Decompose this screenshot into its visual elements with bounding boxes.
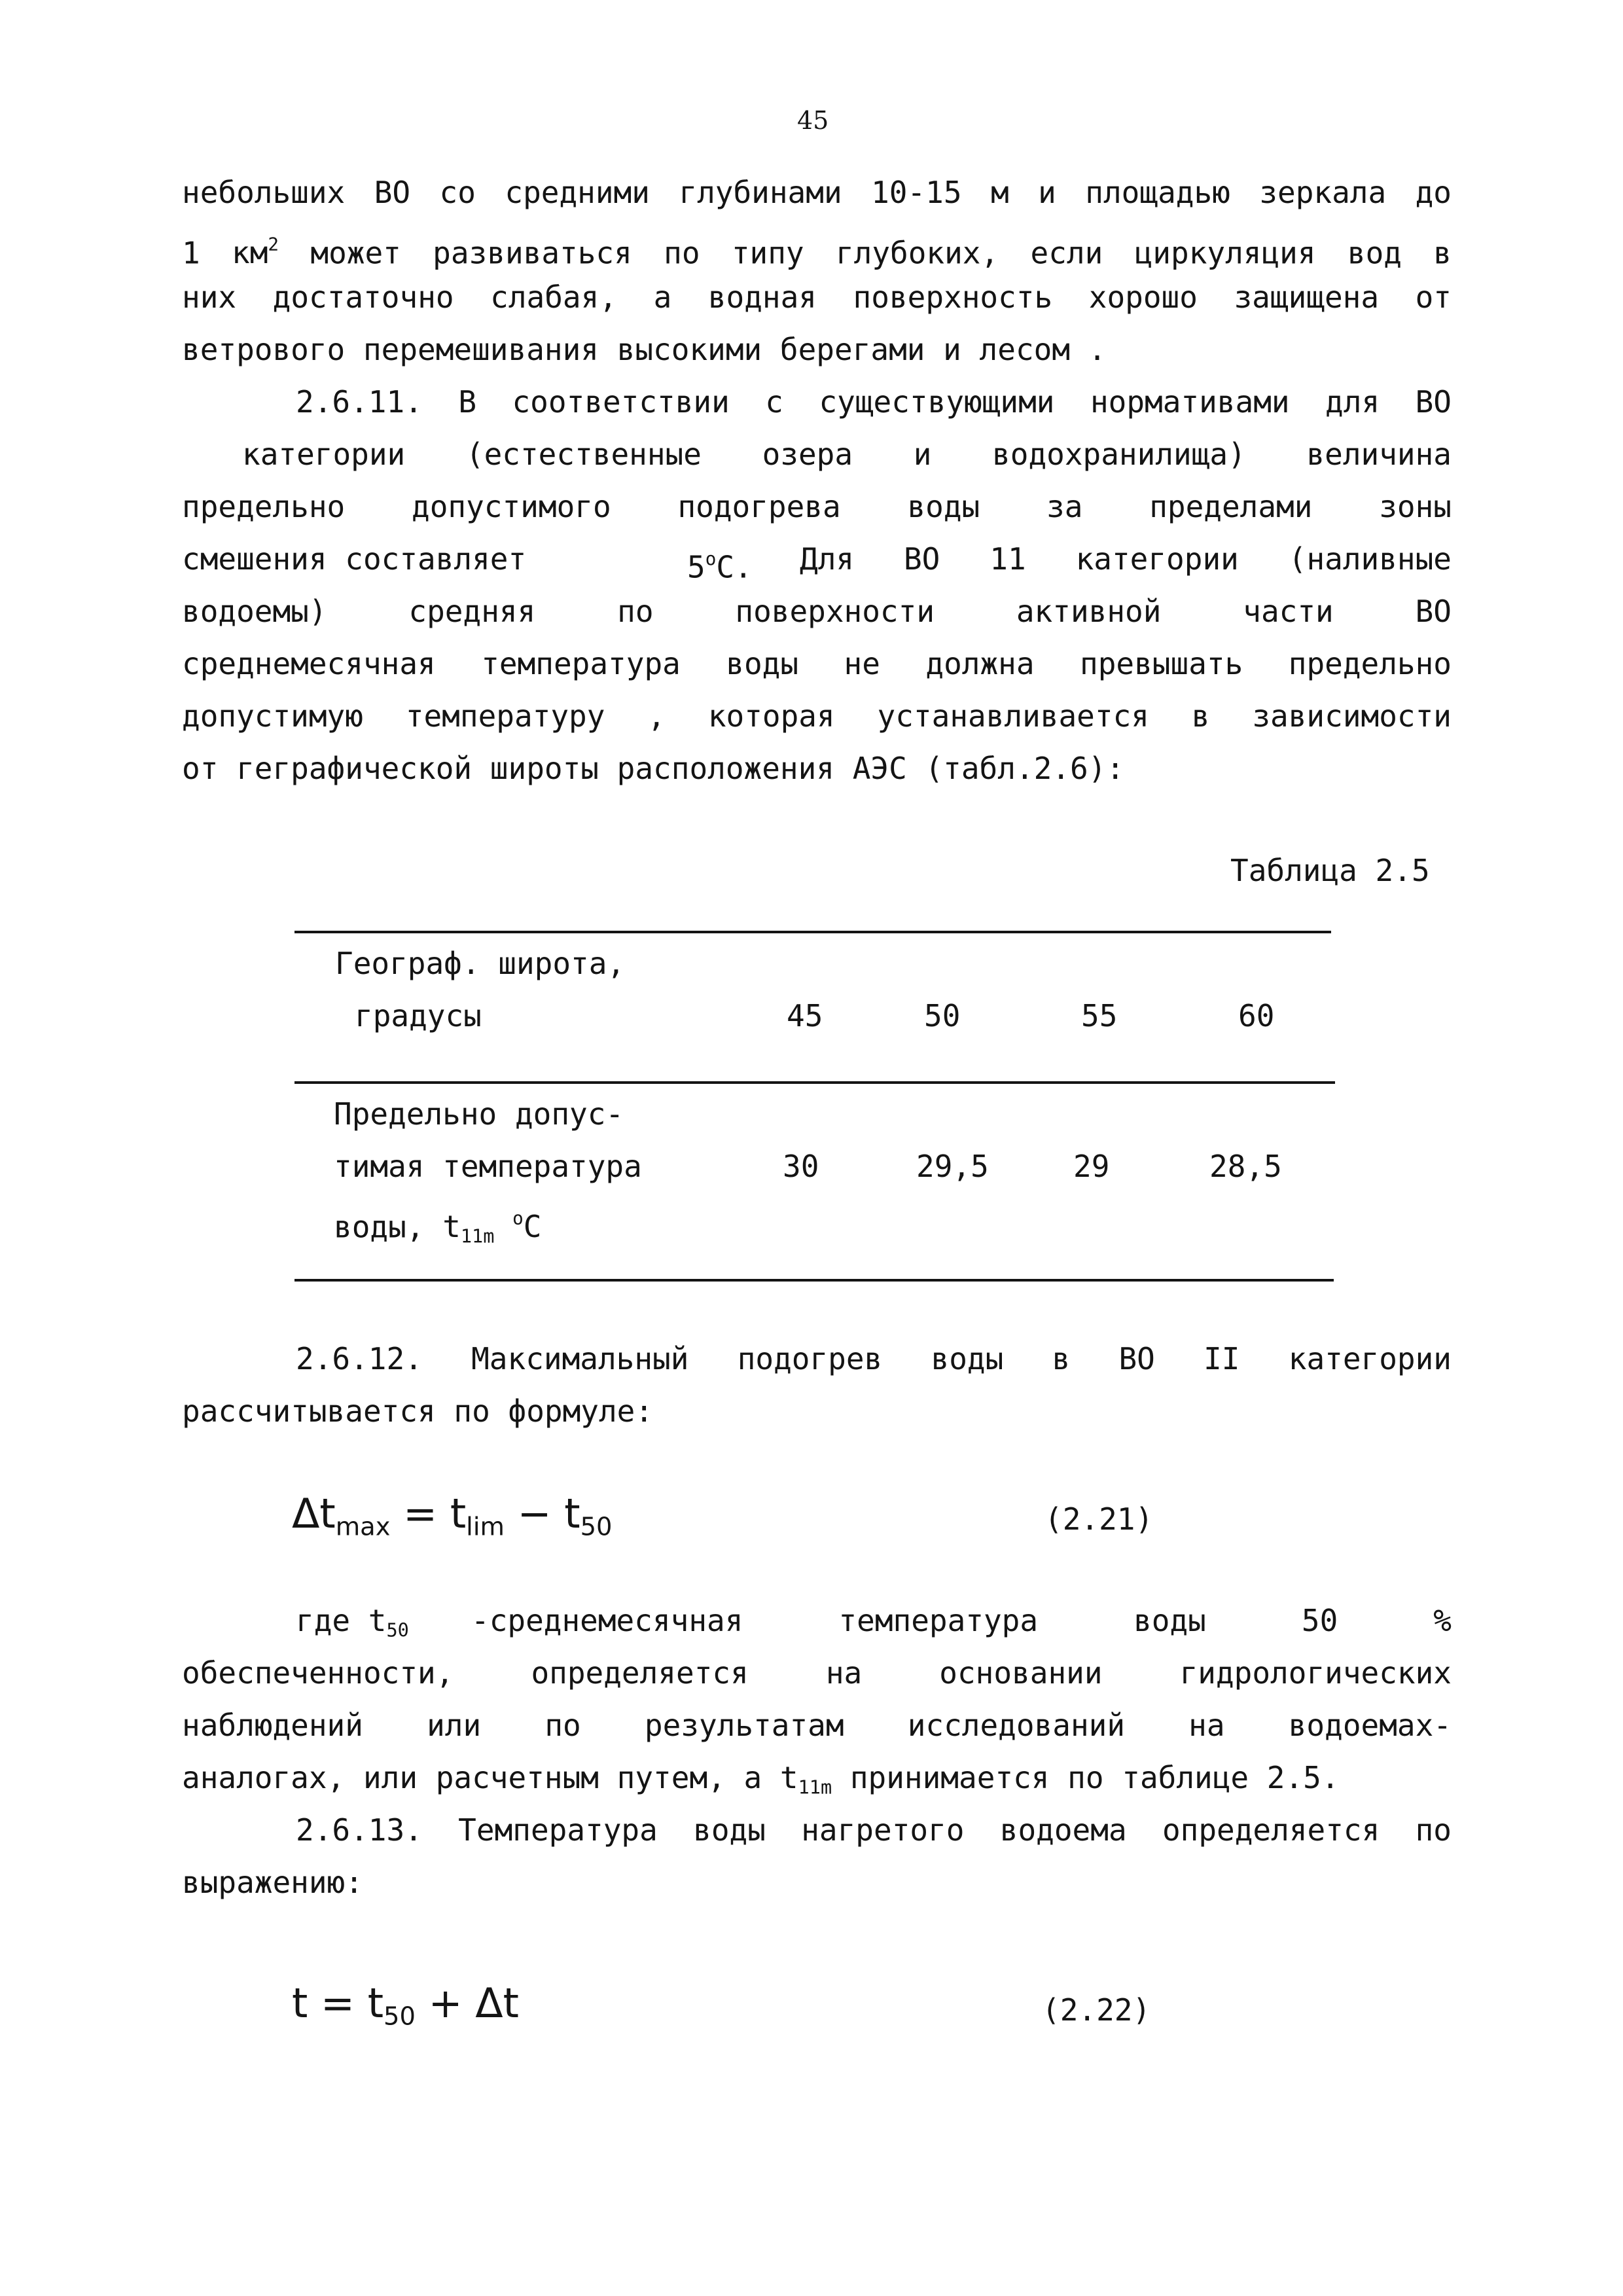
paragraph-2-line-1: 2.6.11. В соответствии с существующими нормативами для ВО xyxy=(296,384,1452,420)
t11m-subscript: 11m xyxy=(798,1776,832,1799)
table-row2-label-line1: Предельно допус- xyxy=(334,1096,624,1132)
paragraph-4-line-1-end: -среднемесячная температура воды 50 % xyxy=(471,1603,1452,1638)
paragraph-2-line-2: категории (естественные озера и водохранилища) величина xyxy=(242,437,1452,472)
paragraph-1-line-4: ветрового перемешивания высокими берегами и лесом . xyxy=(182,332,1107,367)
paragraph-2-line-4-end: Для ВО 11 категории (наливные xyxy=(800,541,1452,577)
paragraph-4-line-3: наблюдений или по результатам исследований на водоемах- xyxy=(182,1708,1452,1743)
area-number: 1 xyxy=(182,235,200,271)
latitude-50: 50 xyxy=(924,998,961,1033)
paragraph-5-line-1: 2.6.13. Температура воды нагретого водоема определяется по xyxy=(296,1812,1452,1848)
degree-unit: $^о$С xyxy=(512,1208,542,1245)
table-middle-rule xyxy=(294,1081,1335,1084)
paragraph-1-line-3: них достаточно слабая, а водная поверхность хорошо защищена от xyxy=(182,279,1452,315)
paragraph-3-line-1: 2.6.12. Максимальный подогрев воды в ВО II категории xyxy=(296,1341,1452,1376)
table-top-rule xyxy=(294,931,1331,933)
tlim-symbol: $t_{11m}$ xyxy=(442,1209,495,1247)
formula-2-21: $\Delta t_{max} = t_{lim} - t_{50}$ xyxy=(292,1490,613,1542)
paragraph-4-line-1-start: где $t_{50}$ xyxy=(296,1603,409,1641)
paragraph-2-line-7: допустимую температуру , которая устанавливается в зависимости xyxy=(182,698,1452,734)
temperature-5c: $5^оС$. xyxy=(687,548,753,585)
formula-2-21-number: (2.21) xyxy=(1044,1501,1154,1537)
paragraph-2-line-3: предельно допустимого подогрева воды за пределами зоны xyxy=(182,489,1452,524)
table-row1-label-line1: Географ. широта, xyxy=(335,946,626,981)
paragraph-2-line-4-start: смешения составляет xyxy=(182,541,527,577)
latitude-60: 60 xyxy=(1238,998,1275,1033)
paragraph-2-line-5: водоемы) средняя по поверхности активной части ВО xyxy=(182,594,1452,629)
paragraph-1-line-2-text: может развиваться по типу глубоких, если циркуляция вод в xyxy=(310,235,1452,271)
paragraph-4-line-4: аналогах, или расчетным путем, а $t_{11m}$ принимается по таблице 2.5. xyxy=(182,1760,1340,1799)
latitude-45: 45 xyxy=(787,998,823,1033)
paragraph-4-line-2: обеспеченности, определяется на основании гидрологических xyxy=(182,1655,1452,1691)
area-unit: $км^2$ xyxy=(232,234,279,271)
table-caption: Таблица 2.5 xyxy=(1230,853,1430,888)
temp-limit-45: 30 xyxy=(783,1149,819,1184)
paragraph-2-line-6: среднемесячная температура воды не должна превышать предельно xyxy=(182,646,1452,681)
page-number: 45 xyxy=(797,106,829,135)
table-row2-label-line2: тимая температура xyxy=(334,1149,642,1184)
table-bottom-rule xyxy=(294,1279,1334,1282)
t50-subscript: 50 xyxy=(386,1619,409,1641)
paragraph-1-line-1: небольших ВО со средними глубинами 10-15 м и площадью зеркала до xyxy=(182,175,1452,210)
temp-limit-60: 28,5 xyxy=(1209,1149,1282,1184)
latitude-55: 55 xyxy=(1081,998,1118,1033)
formula-2-22-number: (2.22) xyxy=(1042,1992,1151,2028)
paragraph-5-line-2: выражению: xyxy=(182,1865,363,1900)
paragraph-1-line-2 xyxy=(182,225,1452,271)
formula-2-22: $t = t_{50} + \Delta t$ xyxy=(292,1979,519,2032)
paragraph-2-line-8: от геграфической широты расположения АЭС (табл.2.6): xyxy=(182,751,1125,786)
paragraph-3-line-2: рассчитывается по формуле: xyxy=(182,1393,654,1429)
table-row2-label-line3: воды, $t_{11m}$ $^о$С xyxy=(334,1208,542,1247)
table-row1-label-line2: градусы xyxy=(355,998,482,1033)
temp-limit-50: 29,5 xyxy=(916,1149,989,1184)
temp-limit-55: 29 xyxy=(1073,1149,1110,1184)
